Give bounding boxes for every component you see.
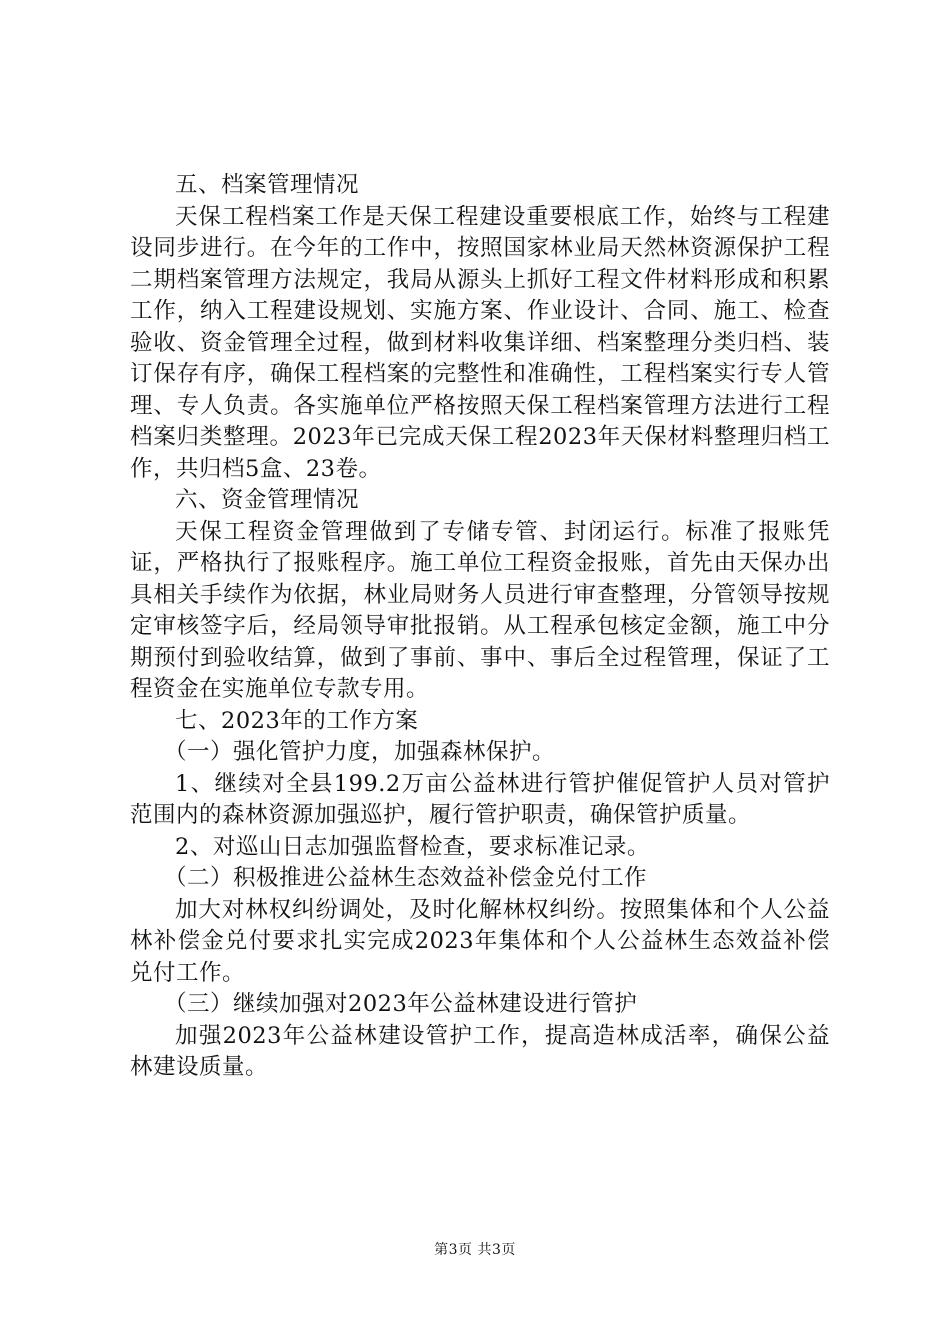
section-heading-funds: 六、资金管理情况 <box>175 487 360 513</box>
subheading-plan-1: （一）强化管护力度，加强森林保护。 <box>164 739 556 765</box>
list-item-plan-1-2: 2、对巡山日志加强监督检查，要求标准记录。 <box>175 833 650 860</box>
subheading-plan-3: （三）继续加强对2023年公益林建设进行管护 <box>164 991 638 1017</box>
list-item-plan-1-1: 1、继续对全县199.2万亩公益林进行管护催促管护人员对管护范围内的森林资源加强巡护，履行管护职责，确保管护质量。 <box>130 770 830 828</box>
paragraph-plan-2: 加大对林权纠纷调处，及时化解林权纠纷。按照集体和个人公益林补偿金兑付要求扎实完成2023年集体和个人公益林生态效益补偿兑付工作。 <box>130 896 830 986</box>
paragraph-funds: 天保工程资金管理做到了专储专管、封闭运行。标准了报账凭证，严格执行了报账程序。施工单位工程资金报账，首先由天保办出具相关手续作为依据，林业局财务人员进行审查整理，分管领导按规定审核签字后，经局领导审批报销。从工程承包核定金额，施工中分期预付到验收结算，做到了事前、事中、事后全过程管理，保证了工程资金在实施单位专款专用。 <box>130 518 830 702</box>
paragraph-archives: 天保工程档案工作是天保工程建设重要根底工作，始终与工程建设同步进行。在今年的工作中，按照国家林业局天然林资源保护工程二期档案管理方法规定，我局从源头上抓好工程文件材料形成和积累工作，纳入工程建设规划、实施方案、作业设计、合同、施工、检查验收、资金管理全过程，做到材料收集详细、档案整理分类归档、装订保存有序，确保工程档案的完整性和准确性，工程档案实行专人管理、专人负责。各实施单位严格按照天保工程档案管理方法进行工程档案归类整理。2023年已完成天保工程2023年天保材料整理归档工作，共归档5盒、23卷。 <box>130 203 830 482</box>
section-heading-archives: 五、档案管理情况 <box>175 172 360 198</box>
subheading-plan-2: （二）积极推进公益林生态效益补偿金兑付工作 <box>164 865 648 891</box>
section-heading-plan: 七、2023年的工作方案 <box>175 707 419 734</box>
paragraph-plan-3: 加强2023年公益林建设管护工作，提高造林成活率，确保公益林建设质量。 <box>130 1022 830 1080</box>
page-footer: 第3页 共3页 <box>434 1242 516 1258</box>
document-body <box>130 170 830 1084</box>
